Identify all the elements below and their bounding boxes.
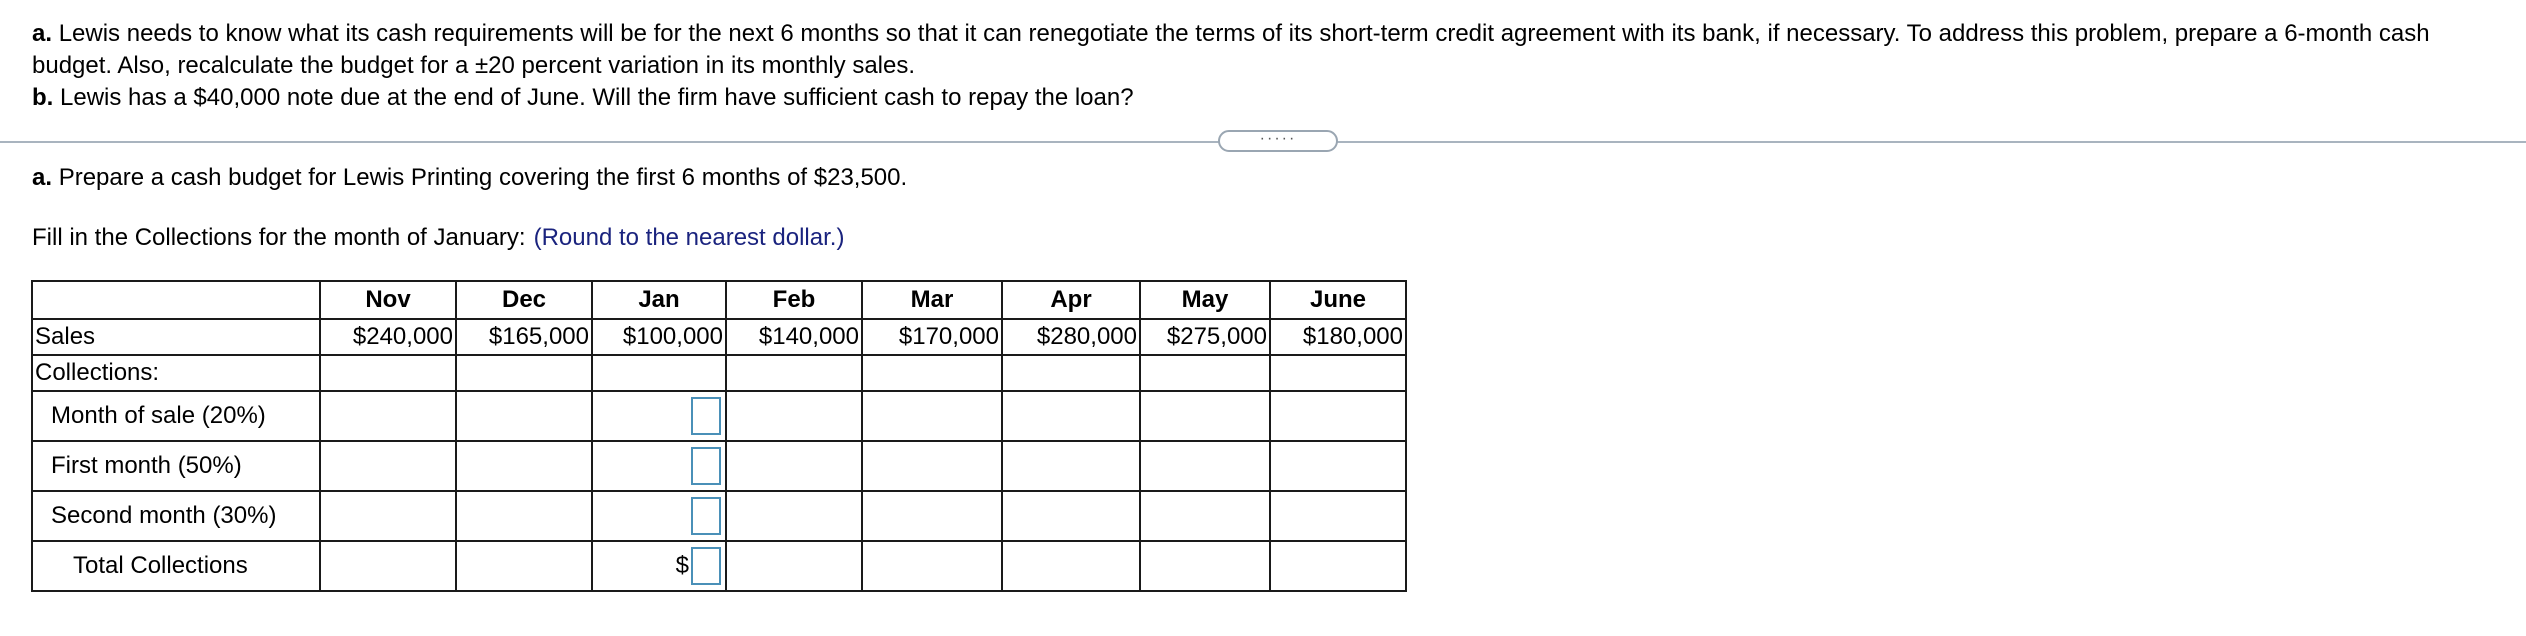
- header-month: June: [1270, 281, 1406, 319]
- jan-month-of-sale-cell: [592, 391, 726, 441]
- header-month: Feb: [726, 281, 862, 319]
- empty-cell: [320, 355, 456, 391]
- jan-second-month-cell: [592, 491, 726, 541]
- empty-cell: [862, 355, 1002, 391]
- question-marker: a.: [32, 164, 53, 191]
- sales-label: Sales: [32, 319, 320, 355]
- empty-cell: [862, 491, 1002, 541]
- header-month: Apr: [1002, 281, 1140, 319]
- question-text: Prepare a cash budget for Lewis Printing covering the first 6 months of $23,500.: [58, 164, 908, 191]
- collections-label: Collections:: [32, 355, 320, 391]
- sales-value: $140,000: [726, 319, 862, 355]
- cash-budget-table: [31, 280, 1407, 592]
- part-b-text: Lewis has a $40,000 note due at the end of June. Will the firm have sufficient cash to repay the loan?: [60, 84, 1134, 111]
- second-month-label: Second month (30%): [32, 491, 320, 541]
- part-a-question: [32, 162, 907, 194]
- empty-cell: [320, 391, 456, 441]
- empty-cell: [1140, 441, 1270, 491]
- empty-cell: [320, 491, 456, 541]
- part-a-text: Lewis needs to know what its cash requirements will be for the next 6 months so that it can renegotiate the terms of its short-term credit agreement with its bank, if necessary. To address this problem, prepare a 6-month cash budget. Also, recalculate the budget for a ±20 percent variation in its monthly sales.: [32, 20, 2430, 79]
- sales-value: $280,000: [1002, 319, 1140, 355]
- part-a-marker: a.: [32, 20, 53, 47]
- empty-cell: [456, 391, 592, 441]
- empty-cell: [456, 441, 592, 491]
- empty-cell: [456, 355, 592, 391]
- sales-value: $170,000: [862, 319, 1002, 355]
- header-month: Mar: [862, 281, 1002, 319]
- empty-cell: [1140, 541, 1270, 591]
- instruction: [32, 222, 844, 254]
- header-month: Dec: [456, 281, 592, 319]
- empty-cell: [1270, 541, 1406, 591]
- empty-cell: [456, 491, 592, 541]
- empty-cell: [726, 355, 862, 391]
- month-of-sale-label: Month of sale (20%): [32, 391, 320, 441]
- expand-button[interactable]: ·····: [1218, 130, 1338, 152]
- header-month: Nov: [320, 281, 456, 319]
- sales-value: $100,000: [592, 319, 726, 355]
- empty-cell: [1140, 391, 1270, 441]
- problem-part-a: [32, 18, 2502, 82]
- empty-cell: [862, 541, 1002, 591]
- first-month-row: [32, 441, 1406, 491]
- jan-second-month-input[interactable]: [691, 497, 721, 535]
- total-collections-label: Total Collections: [32, 541, 320, 591]
- empty-cell: [1270, 441, 1406, 491]
- total-collections-row: [32, 541, 1406, 591]
- empty-cell: [862, 391, 1002, 441]
- empty-cell: [592, 355, 726, 391]
- empty-cell: [456, 541, 592, 591]
- empty-cell: [320, 541, 456, 591]
- problem-part-b: [32, 82, 2502, 114]
- jan-total-collections-input[interactable]: [691, 547, 721, 585]
- sales-value: $180,000: [1270, 319, 1406, 355]
- empty-cell: [1270, 355, 1406, 391]
- month-of-sale-row: [32, 391, 1406, 441]
- empty-cell: [1140, 491, 1270, 541]
- jan-first-month-input[interactable]: [691, 447, 721, 485]
- header-blank: [32, 281, 320, 319]
- empty-cell: [1002, 441, 1140, 491]
- sales-value: $165,000: [456, 319, 592, 355]
- empty-cell: [1270, 391, 1406, 441]
- empty-cell: [1002, 541, 1140, 591]
- empty-cell: [1002, 391, 1140, 441]
- header-row: [32, 281, 1406, 319]
- collections-header-row: [32, 355, 1406, 391]
- empty-cell: [726, 541, 862, 591]
- part-b-marker: b.: [32, 84, 54, 111]
- empty-cell: [1140, 355, 1270, 391]
- first-month-label: First month (50%): [32, 441, 320, 491]
- empty-cell: [862, 441, 1002, 491]
- jan-first-month-cell: [592, 441, 726, 491]
- problem-statement: [32, 18, 2502, 114]
- jan-month-of-sale-input[interactable]: [691, 397, 721, 435]
- jan-total-collections-cell: [592, 541, 726, 591]
- currency-symbol: $: [675, 552, 689, 579]
- empty-cell: [1002, 491, 1140, 541]
- empty-cell: [726, 491, 862, 541]
- instruction-text: Fill in the Collections for the month of January:: [32, 224, 526, 251]
- sales-value: $275,000: [1140, 319, 1270, 355]
- empty-cell: [726, 441, 862, 491]
- empty-cell: [726, 391, 862, 441]
- empty-cell: [320, 441, 456, 491]
- header-month: Jan: [592, 281, 726, 319]
- second-month-row: [32, 491, 1406, 541]
- sales-row: [32, 319, 1406, 355]
- sales-value: $240,000: [320, 319, 456, 355]
- empty-cell: [1270, 491, 1406, 541]
- empty-cell: [1002, 355, 1140, 391]
- header-month: May: [1140, 281, 1270, 319]
- rounding-hint: (Round to the nearest dollar.): [533, 224, 845, 251]
